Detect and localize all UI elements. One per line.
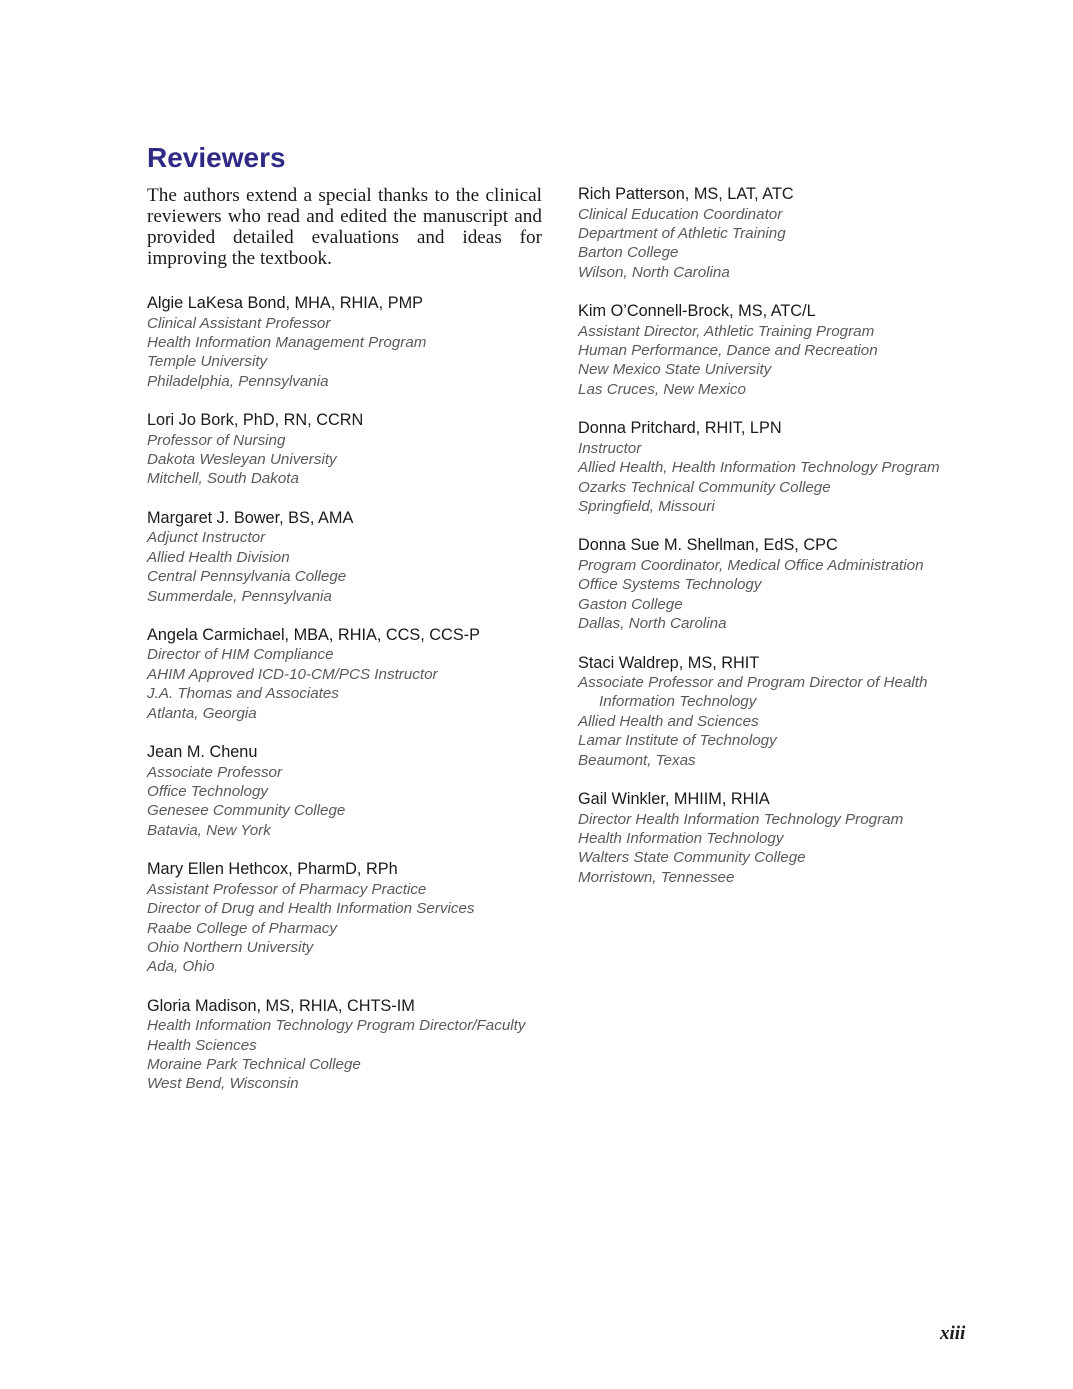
reviewer-detail: Human Performance, Dance and Recreation xyxy=(578,342,878,360)
reviewer-detail: Health Sciences xyxy=(147,1036,257,1054)
reviewer-detail: West Bend, Wisconsin xyxy=(147,1075,299,1093)
reviewer-entry xyxy=(147,411,542,489)
reviewer-name: Gloria Madison, MS, RHIA, CHTS-IM xyxy=(147,996,415,1015)
reviewer-entry xyxy=(578,536,998,633)
reviewer-detail: Associate Professor and Program Director of Health xyxy=(578,674,928,691)
reviewer-name: Algie LaKesa Bond, MHA, RHIA, PMP xyxy=(147,294,423,312)
reviewer-entry xyxy=(147,509,542,606)
reviewer-detail: Temple University xyxy=(147,353,268,371)
reviewer-entry xyxy=(147,294,542,391)
reviewer-detail: Genesee Community College xyxy=(147,802,346,820)
reviewer-detail: Health Information Technology Program Director/Faculty xyxy=(147,1017,526,1035)
reviewer-name: Margaret J. Bower, BS, AMA xyxy=(147,508,354,527)
reviewer-name: Donna Sue M. Shellman, EdS, CPC xyxy=(578,536,838,555)
reviewer-detail: Clinical Assistant Professor xyxy=(147,314,331,332)
reviewer-detail: Dakota Wesleyan University xyxy=(147,451,337,469)
right-column xyxy=(578,185,998,907)
reviewer-detail: Program Coordinator, Medical Office Administration xyxy=(578,556,924,574)
reviewer-detail: Allied Health, Health Information Technology Program xyxy=(578,459,940,477)
reviewer-name: Gail Winkler, MHIIM, RHIA xyxy=(578,790,770,809)
reviewer-detail: Director of Drug and Health Information Services xyxy=(147,900,475,918)
reviewer-detail: AHIM Approved ICD-10-CM/PCS Instructor xyxy=(147,665,438,683)
reviewer-detail: Walters State Community College xyxy=(578,849,806,867)
reviewer-entry xyxy=(147,860,542,977)
reviewer-name: Donna Pritchard, RHIT, LPN xyxy=(578,419,782,438)
reviewer-entry xyxy=(147,626,542,723)
reviewer-detail: Wilson, North Carolina xyxy=(578,263,730,281)
reviewer-detail: Health Information Management Program xyxy=(147,333,427,351)
reviewer-name: Lori Jo Bork, PhD, RN, CCRN xyxy=(147,411,364,430)
reviewer-detail: Summerdale, Pennsylvania xyxy=(147,587,332,605)
reviewer-detail: Mitchell, South Dakota xyxy=(147,470,299,488)
reviewer-detail: Philadelphia, Pennsylvania xyxy=(147,372,329,390)
reviewer-detail: Central Pennsylvania College xyxy=(147,568,347,586)
reviewer-name: Kim O’Connell-Brock, MS, ATC/L xyxy=(578,302,816,321)
reviewer-detail: Department of Athletic Training xyxy=(578,224,786,242)
reviewer-detail: Ozarks Technical Community College xyxy=(578,478,831,496)
intro-paragraph: The authors extend a special thanks to the clinical reviewers who read and edited the manuscript and provided detailed evaluations and ideas for improving the textbook. xyxy=(147,185,542,269)
reviewer-detail: Atlanta, Georgia xyxy=(147,704,257,722)
left-column xyxy=(147,185,542,1114)
reviewer-detail: Director Health Information Technology Program xyxy=(578,810,904,828)
reviewer-entry xyxy=(147,997,542,1094)
reviewer-detail: Barton College xyxy=(578,244,679,262)
reviewer-detail: Assistant Director, Athletic Training Program xyxy=(578,322,875,340)
reviewer-detail: Lamar Institute of Technology xyxy=(578,732,777,750)
reviewer-detail: New Mexico State University xyxy=(578,361,772,379)
reviewer-name: Mary Ellen Hethcox, PharmD, RPh xyxy=(147,860,398,879)
reviewer-detail: Instructor xyxy=(578,439,642,457)
reviewer-detail: Dallas, North Carolina xyxy=(578,615,727,633)
reviewer-detail: Raabe College of Pharmacy xyxy=(147,919,337,937)
page-number: xiii xyxy=(940,1323,966,1344)
reviewer-entry xyxy=(147,743,542,840)
reviewer-detail: Assistant Professor of Pharmacy Practice xyxy=(147,880,427,898)
reviewer-detail: Gaston College xyxy=(578,595,683,613)
reviewer-entry xyxy=(578,302,998,399)
reviewer-entry xyxy=(578,654,998,771)
reviewer-entry xyxy=(578,185,998,282)
reviewer-detail: Batavia, New York xyxy=(147,821,271,839)
reviewer-detail: Health Information Technology xyxy=(578,829,784,847)
reviewer-entry xyxy=(578,790,998,887)
reviewer-detail: Las Cruces, New Mexico xyxy=(578,380,746,398)
reviewer-name: Angela Carmichael, MBA, RHIA, CCS, CCS-P xyxy=(147,625,480,644)
reviewer-name: Jean M. Chenu xyxy=(147,743,258,762)
page-title: Reviewers xyxy=(147,142,286,173)
reviewer-detail: Clinical Education Coordinator xyxy=(578,205,783,223)
reviewer-name: Staci Waldrep, MS, RHIT xyxy=(578,653,760,672)
reviewer-detail: Allied Health and Sciences xyxy=(578,712,759,730)
reviewer-detail: Professor of Nursing xyxy=(147,431,286,449)
reviewer-detail: J.A. Thomas and Associates xyxy=(147,685,339,703)
reviewer-detail: Springfield, Missouri xyxy=(578,497,715,515)
reviewer-detail: Allied Health Division xyxy=(147,548,290,566)
reviewer-detail: Information Technology xyxy=(599,693,757,711)
reviewer-detail: Associate Professor xyxy=(147,763,283,781)
reviewer-entry xyxy=(578,419,998,516)
reviewer-detail: Moraine Park Technical College xyxy=(147,1056,361,1074)
reviewer-detail: Director of HIM Compliance xyxy=(147,646,334,664)
reviewer-name: Rich Patterson, MS, LAT, ATC xyxy=(578,185,794,203)
reviewer-detail: Office Technology xyxy=(147,783,269,800)
reviewer-detail: Adjunct Instructor xyxy=(147,529,266,547)
reviewer-detail: Ada, Ohio xyxy=(147,958,215,976)
reviewer-detail: Morristown, Tennessee xyxy=(578,868,735,886)
reviewer-detail: Beaumont, Texas xyxy=(578,751,696,769)
reviewer-detail: Office Systems Technology xyxy=(578,576,762,594)
reviewer-detail: Ohio Northern University xyxy=(147,938,314,956)
